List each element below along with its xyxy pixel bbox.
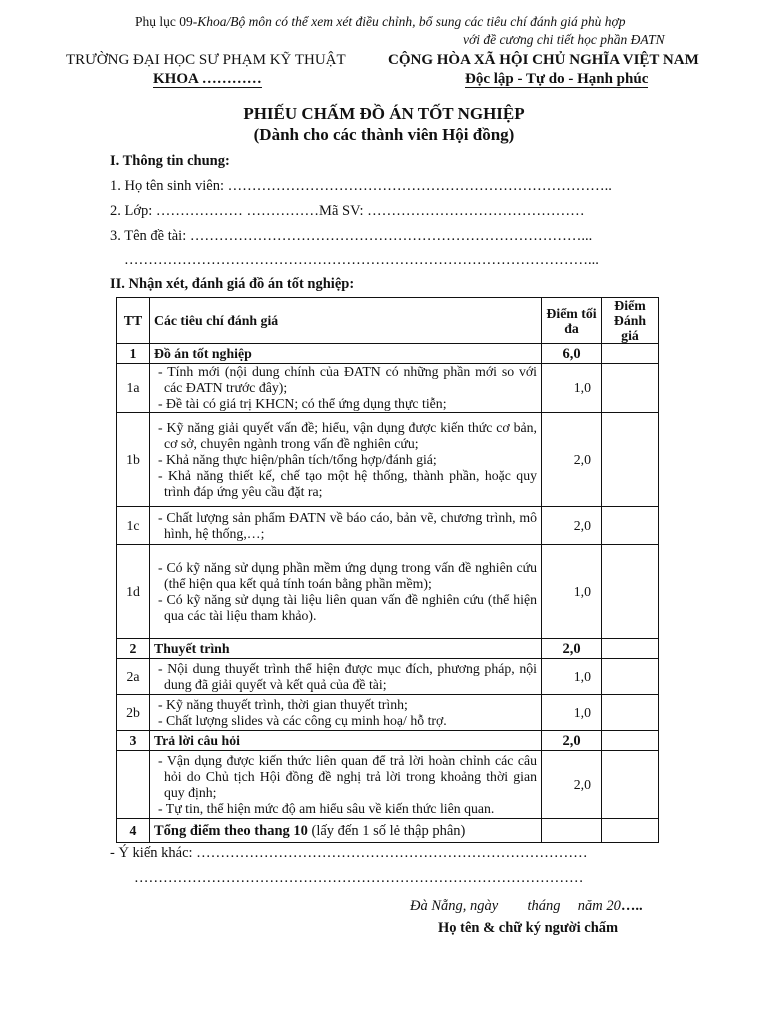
row-number: 1d bbox=[117, 545, 150, 639]
max-score: 2,0 bbox=[542, 639, 602, 659]
criteria-cell bbox=[150, 413, 542, 507]
faculty-name bbox=[153, 71, 262, 89]
criterion-item: - Tính mới (nội dung chính của ĐATN có những phần mới so với các ĐATN trước đây); bbox=[158, 364, 537, 395]
score-cell[interactable] bbox=[602, 695, 659, 731]
header-score: Điểm Đánh giá bbox=[602, 298, 659, 344]
score-cell[interactable] bbox=[602, 639, 659, 659]
table-group-row bbox=[117, 639, 659, 659]
faculty-label: KHOA ………… bbox=[153, 71, 262, 87]
header-tt: TT bbox=[117, 298, 150, 344]
score-cell[interactable] bbox=[602, 659, 659, 695]
group-title: Thuyết trình bbox=[150, 639, 542, 659]
score-cell[interactable] bbox=[602, 731, 659, 751]
topic-line-continued: ……………………………………………………………………………………... bbox=[124, 252, 599, 268]
max-score: 2,0 bbox=[542, 751, 602, 819]
header-max: Điểm tối đa bbox=[542, 298, 602, 344]
criterion-item: - Nội dung thuyết trình thể hiện được mục đích, phương pháp, nội dung đã giải quyết và kết quả của đề tài; bbox=[158, 660, 537, 692]
row-number: 1c bbox=[117, 507, 150, 545]
table-row bbox=[117, 695, 659, 731]
max-score: 1,0 bbox=[542, 695, 602, 731]
table-row bbox=[117, 364, 659, 413]
criterion-item: - Có kỹ năng sử dụng phần mềm ứng dụng trong vấn đề nghiên cứu (thể hiện qua kết quả tính toán bằng phần mềm); bbox=[158, 559, 537, 591]
group-title: Đồ án tốt nghiệp bbox=[150, 344, 542, 364]
total-note: (lấy đến 1 số lẻ thập phân) bbox=[307, 822, 466, 839]
page-title: PHIẾU CHẤM ĐỒ ÁN TỐT NGHIỆP bbox=[243, 104, 525, 123]
score-cell[interactable] bbox=[602, 413, 659, 507]
student-name-line: 1. Họ tên sinh viên: …………………………………………………………………….. bbox=[110, 178, 612, 194]
criterion-item: - Chất lượng sản phẩm ĐATN về báo cáo, bản vẽ, chương trình, mô hình, hệ thống,…; bbox=[158, 509, 537, 541]
appendix-italic: Khoa/Bộ môn có thể xem xét điều chỉnh, bổ sung các tiêu chí đánh giá phù hợp bbox=[197, 14, 626, 29]
criteria-cell bbox=[150, 364, 542, 413]
group-title: Trả lời câu hỏi bbox=[150, 731, 542, 751]
page-subtitle: (Dành cho các thành viên Hội đồng) bbox=[253, 125, 515, 144]
score-cell[interactable] bbox=[602, 364, 659, 413]
max-score: 2,0 bbox=[542, 413, 602, 507]
max-score: 2,0 bbox=[542, 731, 602, 751]
criterion-item: - Tự tin, thể hiện mức độ am hiểu sâu về kiến thức liên quan. bbox=[158, 800, 495, 816]
criteria-cell bbox=[150, 545, 542, 639]
table-row bbox=[117, 413, 659, 507]
criterion-item: - Đề tài có giá trị KHCN; có thể ứng dụng thực tiễn; bbox=[158, 396, 447, 411]
table-total-row bbox=[117, 819, 659, 843]
row-number: 1b bbox=[117, 413, 150, 507]
criteria-cell bbox=[150, 695, 542, 731]
max-score: 1,0 bbox=[542, 364, 602, 413]
year-label: năm 20 bbox=[577, 898, 621, 914]
row-number bbox=[117, 751, 150, 819]
table-header-row bbox=[117, 298, 659, 344]
table-group-row bbox=[117, 344, 659, 364]
score-cell[interactable] bbox=[602, 819, 659, 843]
place-day: Đà Nẵng, ngày bbox=[410, 898, 499, 914]
total-label: Tổng điểm theo thang 10 bbox=[154, 822, 308, 839]
score-cell[interactable] bbox=[602, 507, 659, 545]
signer-label: Họ tên & chữ ký người chấm bbox=[438, 920, 619, 936]
total-title bbox=[150, 819, 542, 843]
max-score bbox=[542, 819, 602, 843]
school-name: TRƯỜNG ĐẠI HỌC SƯ PHẠM KỸ THUẬT bbox=[66, 52, 346, 68]
row-number: 2a bbox=[117, 659, 150, 695]
nation-name: CỘNG HÒA XÃ HỘI CHỦ NGHĨA VIỆT NAM bbox=[388, 52, 699, 68]
row-number: 1a bbox=[117, 364, 150, 413]
max-score: 2,0 bbox=[542, 507, 602, 545]
header-criteria: Các tiêu chí đánh giá bbox=[150, 298, 542, 344]
topic-line: 3. Tên đề tài: ………………………………………………………………………... bbox=[110, 228, 593, 244]
appendix-note bbox=[135, 14, 626, 30]
row-number: 2b bbox=[117, 695, 150, 731]
criterion-item: - Chất lượng slides và các công cụ minh hoạ/ hỗ trợ. bbox=[158, 712, 447, 728]
month-label: tháng bbox=[527, 898, 561, 914]
criteria-cell bbox=[150, 751, 542, 819]
year-dots: ….. bbox=[620, 898, 643, 914]
table-row bbox=[117, 507, 659, 545]
table-row bbox=[117, 659, 659, 695]
row-number: 2 bbox=[117, 639, 150, 659]
signing-place-date bbox=[410, 898, 643, 915]
criterion-item: - Kỹ năng thuyết trình, thời gian thuyết trình; bbox=[158, 696, 408, 712]
row-number: 3 bbox=[117, 731, 150, 751]
motto-text: Độc lập - Tự do - Hạnh phúc bbox=[465, 71, 649, 87]
motto bbox=[465, 71, 648, 88]
score-cell[interactable] bbox=[602, 545, 659, 639]
appendix-note-line2: với đề cương chi tiết học phần ĐATN bbox=[463, 32, 665, 47]
section1-heading: I. Thông tin chung: bbox=[110, 153, 230, 169]
table-row bbox=[117, 545, 659, 639]
criterion-item: - Khả năng thiết kế, chế tạo một hệ thống, thành phần, hoặc quy trình đáp ứng yêu cầu đặt ra; bbox=[158, 467, 537, 499]
other-comments-line: - Ý kiến khác: ……………………………………………………………………… bbox=[110, 845, 588, 861]
table-row bbox=[117, 751, 659, 819]
criterion-item: - Kỹ năng giải quyết vấn đề; hiểu, vận dụng được kiến thức cơ bản, cơ sở, chuyên ngành trong vấn đề nghiên cứu; bbox=[158, 419, 537, 451]
score-cell[interactable] bbox=[602, 751, 659, 819]
table-group-row bbox=[117, 731, 659, 751]
criterion-item: - Vận dụng được kiến thức liên quan để trả lời hoàn chỉnh các câu hỏi do Chủ tịch Hội đồng đề nghị trả lời trong khoảng thời gian quy định; bbox=[158, 752, 537, 800]
class-line: 2. Lớp: ……………… ……………Mã SV: ……………………………………… bbox=[110, 203, 585, 219]
criterion-item: - Khả năng thực hiện/phân tích/tổng hợp/đánh giá; bbox=[158, 451, 437, 467]
criterion-item: - Có kỹ năng sử dụng tài liệu liên quan vấn đề nghiên cứu (thể hiện qua các tài liệu tham khảo). bbox=[158, 591, 537, 623]
row-number: 1 bbox=[117, 344, 150, 364]
other-comments-line2: ………………………………………………………………………………… bbox=[134, 870, 584, 886]
section2-heading: II. Nhận xét, đánh giá đồ án tốt nghiệp: bbox=[110, 276, 355, 292]
evaluation-table bbox=[116, 297, 659, 843]
appendix-prefix: Phụ lục 09- bbox=[135, 14, 198, 29]
max-score: 1,0 bbox=[542, 545, 602, 639]
max-score: 6,0 bbox=[542, 344, 602, 364]
row-number: 4 bbox=[117, 819, 150, 843]
max-score: 1,0 bbox=[542, 659, 602, 695]
score-cell[interactable] bbox=[602, 344, 659, 364]
criteria-cell bbox=[150, 507, 542, 545]
criteria-cell bbox=[150, 659, 542, 695]
